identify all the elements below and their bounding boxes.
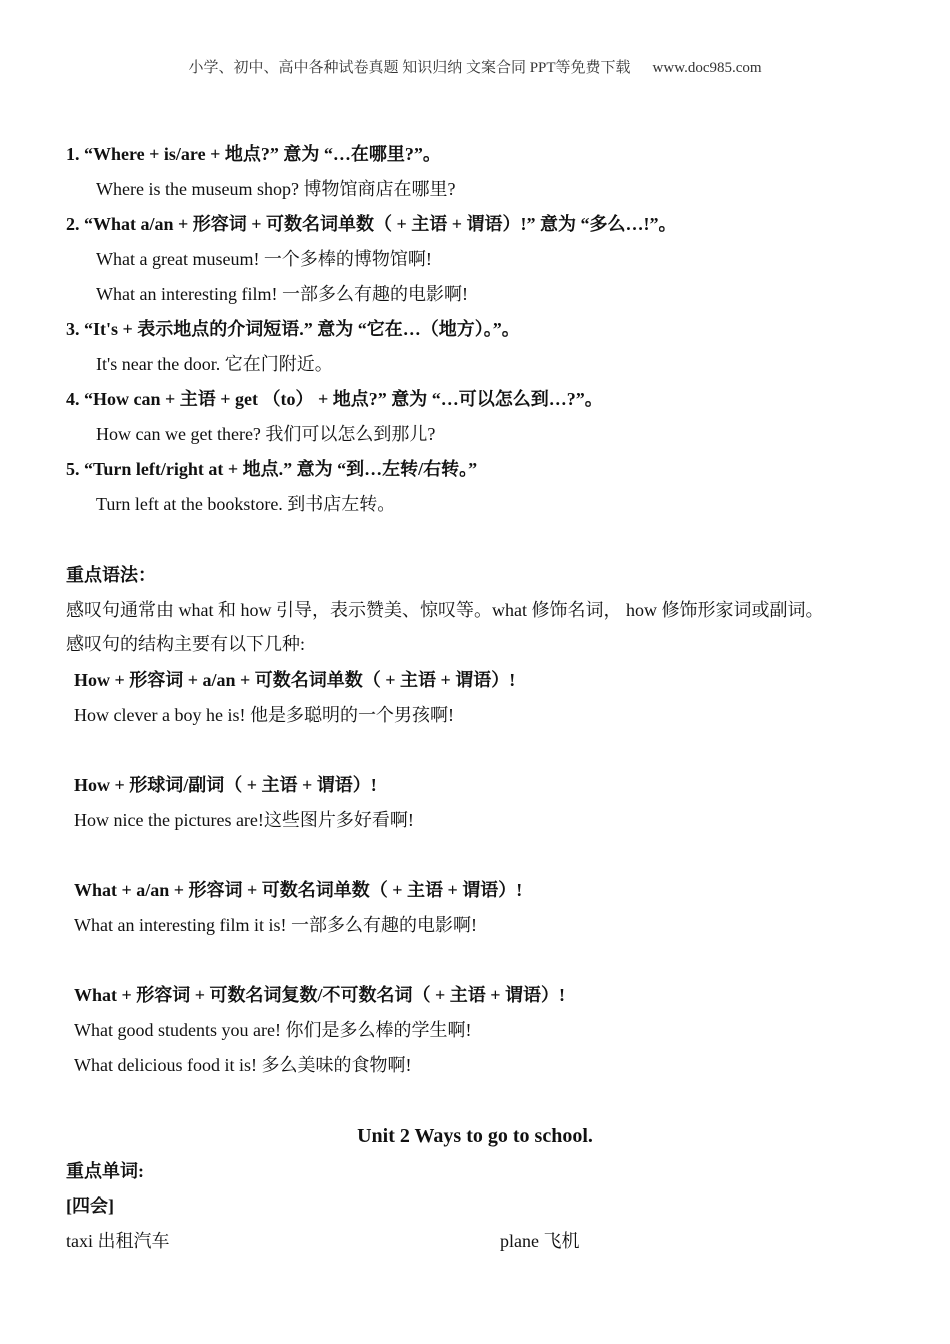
pattern-rule-1: 1. “Where + is/are + 地点?” 意为 “…在哪里?”。 bbox=[66, 144, 441, 164]
header-text: 小学、初中、高中各种试卷真题 知识归纳 文案合同 PPT等免费下载 bbox=[188, 60, 631, 76]
pattern-rule-3: 3. “It's + 表示地点的介词短语.” 意为 “它在…（地方）。”。 bbox=[66, 319, 520, 339]
vocab-level-label: [四会] bbox=[66, 1196, 114, 1216]
structure-example-4-1: What good students you are! 你们是多么棒的学生啊! bbox=[74, 1020, 472, 1040]
pattern-example-5-1: Turn left at the bookstore. 到书店左转。 bbox=[96, 494, 396, 514]
pattern-example-3-1: It's near the door. 它在门附近。 bbox=[96, 354, 333, 374]
vocab-heading: 重点单词: bbox=[66, 1161, 144, 1181]
structure-example-4-2: What delicious food it is! 多么美味的食物啊! bbox=[74, 1055, 412, 1075]
grammar-intro-1: 感叹句通常由 what 和 how 引导，表示赞美、惊叹等。what 修饰名词， how 修饰形家词或副词。 bbox=[66, 600, 824, 620]
unit-title: Unit 2 Ways to go to school. bbox=[357, 1125, 593, 1147]
grammar-heading: 重点语法： bbox=[66, 565, 156, 585]
pattern-example-2-1: What a great museum! 一个多棒的博物馆啊! bbox=[96, 249, 432, 269]
pattern-rule-4: 4. “How can + 主语 + get （to） + 地点?” 意为 “…可以怎么到…?”。 bbox=[66, 389, 603, 409]
grammar-intro-2: 感叹句的结构主要有以下几种: bbox=[66, 634, 305, 654]
vocab-word-left: taxi 出租汽车 bbox=[66, 1231, 170, 1251]
header-url: www.doc985.com bbox=[652, 60, 762, 76]
vocab-word-right: plane 飞机 bbox=[500, 1231, 580, 1251]
pattern-rule-2: 2. “What a/an + 形容词 + 可数名词单数（ + 主语 + 谓语）!” 意为 “多么…!”。 bbox=[66, 214, 677, 234]
pattern-example-2-2: What an interesting film! 一部多么有趣的电影啊! bbox=[96, 284, 468, 304]
structure-rule-2: How + 形球词/副词（ + 主语 + 谓语）! bbox=[74, 775, 377, 795]
pattern-example-4-1: How can we get there? 我们可以怎么到那儿? bbox=[96, 424, 436, 444]
structure-example-1-1: How clever a boy he is! 他是多聪明的一个男孩啊! bbox=[74, 705, 454, 725]
structure-rule-1: How + 形容词 + a/an + 可数名词单数（ + 主语 + 谓语）! bbox=[74, 670, 516, 690]
structure-example-2-1: How nice the pictures are!这些图片多好看啊! bbox=[74, 810, 414, 830]
page-header bbox=[0, 57, 950, 79]
structure-example-3-1: What an interesting film it is! 一部多么有趣的电影啊! bbox=[74, 915, 477, 935]
structure-rule-4: What + 形容词 + 可数名词复数/不可数名词（ + 主语 + 谓语）! bbox=[74, 985, 566, 1005]
pattern-rule-5: 5. “Turn left/right at + 地点.” 意为 “到…左转/右转。” bbox=[66, 459, 478, 479]
structure-rule-3: What + a/an + 形容词 + 可数名词单数（ + 主语 + 谓语）! bbox=[74, 880, 523, 900]
pattern-example-1-1: Where is the museum shop? 博物馆商店在哪里? bbox=[96, 179, 456, 199]
